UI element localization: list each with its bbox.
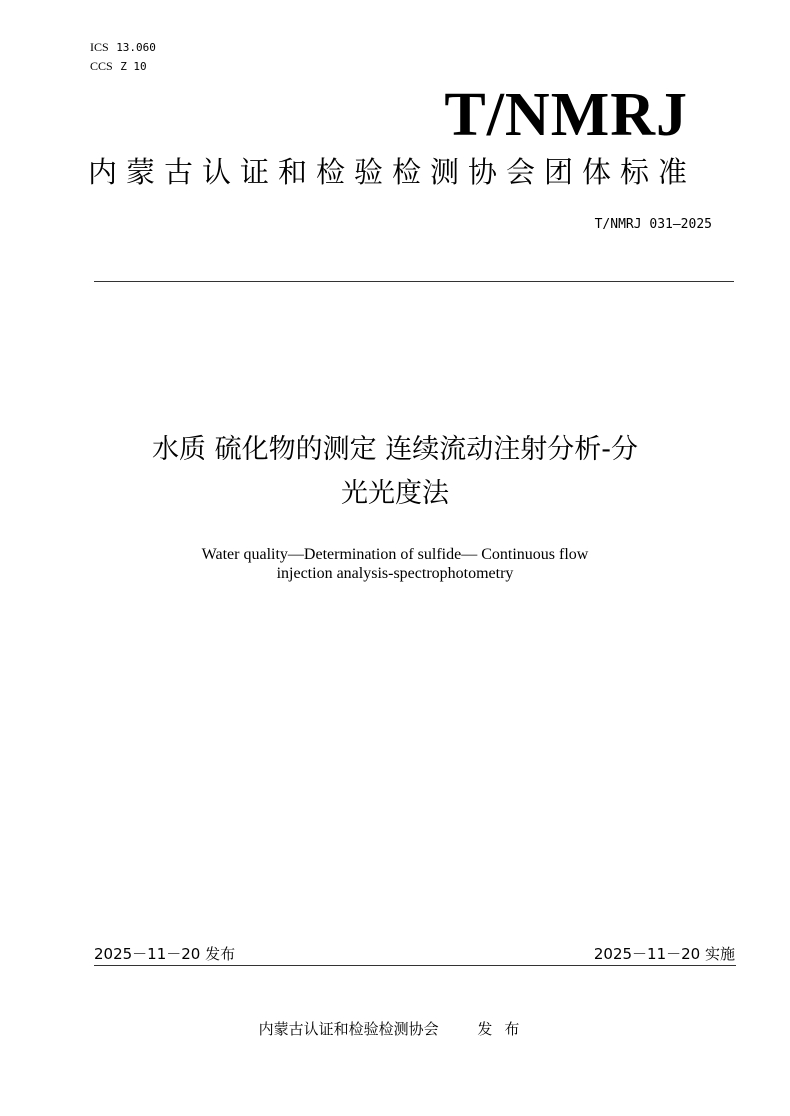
ics-label: ICS — [90, 40, 109, 54]
implement-date: 2025－11－20 实施 — [593, 945, 735, 963]
chinese-title — [80, 428, 710, 516]
publisher-organization: 内蒙古认证和检验检测协会 — [258, 1020, 439, 1038]
publisher-action: 发布 — [477, 1020, 532, 1038]
english-title-line-2: injection analysis-spectrophotometry — [276, 565, 514, 582]
organization-standard-title: 内蒙古认证和检验检测协会团体标准 — [88, 155, 697, 189]
standard-logo: T/NMRJ — [444, 81, 688, 149]
header-divider — [94, 281, 734, 282]
classification-codes — [90, 38, 156, 76]
english-title-line-1: Water quality—Determination of sulfide— Continuous flow — [201, 546, 589, 563]
ics-value: 13.060 — [116, 41, 156, 54]
chinese-title-line-2: 光光度法 — [341, 478, 449, 509]
footer-divider — [94, 965, 736, 966]
publisher-line — [0, 1018, 790, 1039]
ccs-label: CCS — [90, 59, 113, 73]
ics-code — [90, 38, 156, 57]
ccs-code — [90, 57, 156, 76]
ccs-value: Z 10 — [120, 60, 147, 73]
chinese-title-line-1: 水质 硫化物的测定 连续流动注射分析-分 — [152, 434, 638, 465]
english-title — [95, 545, 695, 583]
standard-number: T/NMRJ 031—2025 — [594, 217, 712, 232]
publish-date: 2025－11－20 发布 — [94, 945, 236, 963]
